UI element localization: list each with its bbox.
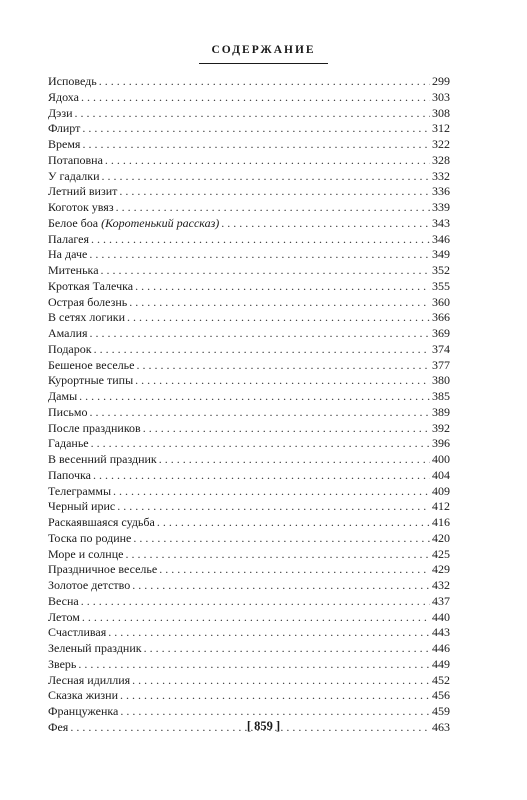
- toc-entry-title-text: В весенний праздник: [48, 452, 157, 466]
- toc-entry-title-text: Палагея: [48, 231, 90, 246]
- toc-entry: [48, 137, 450, 153]
- table-of-contents: [48, 74, 450, 736]
- toc-entry-title: [48, 279, 135, 295]
- toc-entry-title: [48, 436, 91, 452]
- toc-entry-title: [48, 184, 119, 200]
- toc-entry-page: 322: [432, 137, 450, 151]
- toc-dot-leader: [91, 436, 430, 452]
- toc-entry-title-text: Исповедь: [48, 74, 97, 88]
- toc-entry: [48, 704, 450, 720]
- toc-entry-page: 389: [432, 404, 450, 419]
- toc-entry-title: [48, 389, 79, 405]
- toc-dot-leader: [102, 169, 430, 185]
- toc-entry: [48, 531, 450, 547]
- toc-entry-title: [48, 74, 99, 90]
- toc-entry-page: 349: [432, 247, 450, 262]
- toc-entry-title: [48, 641, 144, 657]
- toc-entry-title-text: Счастливая: [48, 625, 107, 640]
- toc-entry-title: [48, 90, 81, 106]
- toc-entry: [48, 263, 450, 279]
- toc-entry-page: 440: [432, 609, 450, 624]
- toc-entry-page: 429: [432, 562, 450, 577]
- toc-dot-leader: [82, 610, 430, 626]
- toc-entry-title-text: Кроткая Талечка: [48, 278, 134, 293]
- toc-entry: [48, 436, 450, 452]
- toc-dot-leader: [82, 137, 430, 153]
- toc-dot-leader: [117, 499, 430, 515]
- toc-dot-leader: [129, 295, 430, 311]
- toc-entry: [48, 326, 450, 342]
- toc-dot-leader: [135, 279, 430, 295]
- toc-entry-title-text: Тоска по родине: [48, 530, 132, 545]
- toc-entry-title-text: Амалия: [48, 326, 88, 340]
- toc-dot-leader: [105, 153, 430, 169]
- toc-entry-title: [48, 121, 82, 137]
- toc-entry-page: 409: [432, 483, 450, 498]
- toc-entry-title-text: Сказка жизни: [48, 688, 118, 703]
- toc-entry-page: 336: [432, 184, 450, 199]
- toc-entry-page: 343: [432, 215, 450, 230]
- toc-entry-page: 385: [432, 389, 450, 403]
- toc-dot-leader: [143, 421, 430, 437]
- toc-entry-title: [48, 625, 108, 641]
- toc-entry-title-text: Потаповна: [48, 152, 103, 167]
- toc-entry-page: 339: [432, 200, 450, 214]
- toc-entry-title: [48, 704, 120, 720]
- toc-dot-leader: [125, 547, 430, 563]
- toc-entry-title-text: Время: [48, 137, 81, 151]
- toc-entry-title: [48, 106, 75, 122]
- toc-entry-title-text: Курортные типы: [48, 373, 134, 388]
- toc-entry-page: 446: [432, 641, 450, 655]
- toc-entry-title-text: Золотое детство: [48, 578, 131, 592]
- toc-entry-page: 380: [432, 373, 450, 388]
- toc-entry-page: 437: [432, 593, 450, 608]
- toc-entry-page: 299: [432, 74, 450, 88]
- toc-dot-leader: [93, 468, 430, 484]
- toc-entry-title: [48, 562, 159, 578]
- toc-entry-title: [48, 137, 82, 153]
- toc-entry: [48, 153, 450, 169]
- toc-entry-page: 392: [432, 420, 450, 435]
- toc-entry-page: 369: [432, 326, 450, 340]
- toc-entry-title-text: Гаданье: [48, 436, 89, 451]
- toc-dot-leader: [221, 216, 430, 232]
- toc-entry-page: 449: [432, 656, 450, 671]
- toc-entry: [48, 295, 450, 311]
- toc-entry-title-text: Раскаявшаяся судьба: [48, 515, 155, 529]
- toc-entry-title: [48, 688, 120, 704]
- toc-entry-title: [48, 247, 89, 263]
- toc-entry: [48, 342, 450, 358]
- toc-entry-page: 355: [432, 278, 450, 293]
- toc-dot-leader: [127, 310, 430, 326]
- toc-entry-title-text: Весна: [48, 593, 79, 608]
- toc-entry: [48, 594, 450, 610]
- toc-entry: [48, 232, 450, 248]
- toc-entry-title: [48, 373, 135, 389]
- toc-entry: [48, 279, 450, 295]
- toc-entry-title: [48, 232, 91, 248]
- toc-dot-leader: [159, 562, 430, 578]
- toc-dot-leader: [89, 247, 430, 263]
- toc-entry-page: 452: [432, 672, 450, 687]
- toc-entry-title-text: Лесная идиллия: [48, 672, 131, 687]
- toc-entry: [48, 405, 450, 421]
- toc-dot-leader: [157, 515, 430, 531]
- toc-entry-page: 366: [432, 310, 450, 325]
- toc-dot-leader: [101, 263, 430, 279]
- toc-entry-title: [48, 673, 132, 689]
- title-underline: [199, 63, 328, 64]
- toc-entry-title: [48, 169, 102, 185]
- toc-entry-title-text: У гадалки: [48, 168, 100, 183]
- toc-dot-leader: [81, 90, 430, 106]
- toc-entry-title-text: Летний визит: [48, 184, 118, 199]
- toc-dot-leader: [116, 200, 430, 216]
- toc-entry-page: 396: [432, 436, 450, 451]
- toc-dot-leader: [136, 358, 430, 374]
- toc-entry-title: [48, 578, 132, 594]
- toc-dot-leader: [81, 594, 430, 610]
- toc-entry-title-text: Зверь: [48, 656, 77, 671]
- toc-entry-title-text: Подарок: [48, 341, 92, 356]
- toc-entry-page: 346: [432, 231, 450, 246]
- toc-dot-leader: [91, 232, 430, 248]
- toc-entry-title: [48, 263, 101, 279]
- toc-dot-leader: [75, 106, 431, 122]
- toc-entry-page: 328: [432, 152, 450, 167]
- toc-entry: [48, 200, 450, 216]
- toc-entry: [48, 657, 450, 673]
- toc-entry-title-text: Митенька: [48, 263, 99, 277]
- toc-entry: [48, 484, 450, 500]
- page-title: СОДЕРЖАНИЕ: [211, 44, 316, 56]
- toc-dot-leader: [133, 531, 430, 547]
- toc-entry-title: [48, 200, 116, 216]
- toc-entry-page: 352: [432, 263, 450, 277]
- toc-entry: [48, 673, 450, 689]
- toc-entry-title-text: Море и солнце: [48, 546, 124, 561]
- toc-entry-title-text: Телеграммы: [48, 483, 112, 498]
- toc-entry-page: 400: [432, 452, 450, 466]
- toc-entry: [48, 121, 450, 137]
- toc-entry-title-text: Ядоха: [48, 89, 79, 104]
- toc-entry-page: 420: [432, 530, 450, 545]
- toc-entry-title-text: Зеленый праздник: [48, 641, 142, 655]
- toc-entry-title-text: Летом: [48, 609, 80, 624]
- toc-entry: [48, 421, 450, 437]
- toc-entry-title: [48, 657, 78, 673]
- toc-entry: [48, 358, 450, 374]
- toc-entry-title-text: Француженка: [48, 704, 119, 718]
- toc-dot-leader: [108, 625, 430, 641]
- toc-entry-title: [48, 594, 81, 610]
- toc-dot-leader: [120, 688, 430, 704]
- toc-entry-title: [48, 421, 143, 437]
- toc-entry: [48, 184, 450, 200]
- toc-entry-title-text: Черный ирис: [48, 499, 116, 514]
- toc-entry-title-text: Фея: [48, 719, 69, 734]
- toc-entry-page: 404: [432, 467, 450, 482]
- toc-entry-title: [48, 547, 125, 563]
- toc-entry-page: 463: [432, 719, 450, 734]
- toc-entry-title-text: В сетях логики: [48, 310, 125, 325]
- toc-entry: [48, 216, 450, 232]
- toc-entry-title-text: Бешеное веселье: [48, 357, 135, 372]
- toc-dot-leader: [159, 452, 430, 468]
- toc-entry: [48, 641, 450, 657]
- toc-entry-title-text: Письмо: [48, 404, 88, 419]
- toc-dot-leader: [132, 578, 430, 594]
- toc-dot-leader: [113, 484, 430, 500]
- toc-dot-leader: [79, 389, 430, 405]
- toc-dot-leader: [132, 673, 430, 689]
- toc-entry: [48, 169, 450, 185]
- toc-dot-leader: [89, 405, 430, 421]
- toc-entry: [48, 578, 450, 594]
- toc-entry-page: 416: [432, 515, 450, 529]
- toc-entry-page: 374: [432, 341, 450, 356]
- toc-entry: [48, 625, 450, 641]
- toc-entry-page: 459: [432, 704, 450, 718]
- toc-entry-title-text: Белое боа: [48, 215, 99, 230]
- toc-entry-title-text: Острая болезнь: [48, 294, 128, 309]
- toc-entry: [48, 547, 450, 563]
- toc-entry: [48, 247, 450, 263]
- toc-entry: [48, 310, 450, 326]
- toc-entry-title-text: На даче: [48, 247, 88, 262]
- toc-entry-title: [48, 452, 159, 468]
- toc-dot-leader: [135, 373, 430, 389]
- toc-dot-leader: [120, 704, 430, 720]
- toc-entry-title: [48, 216, 221, 232]
- toc-dot-leader: [119, 184, 430, 200]
- toc-entry: [48, 452, 450, 468]
- toc-entry-title: [48, 531, 133, 547]
- toc-entry-subtitle: (Коротенький рассказ): [101, 215, 220, 230]
- toc-entry-title: [48, 468, 93, 484]
- toc-entry: [48, 106, 450, 122]
- toc-entry: [48, 468, 450, 484]
- toc-entry-title-text: Папочка: [48, 467, 91, 482]
- page-number: [ 859 ]: [246, 719, 281, 733]
- toc-entry: [48, 389, 450, 405]
- toc-entry-title: [48, 610, 82, 626]
- toc-dot-leader: [144, 641, 430, 657]
- toc-entry-title-text: Дамы: [48, 389, 78, 403]
- toc-entry-title: [48, 326, 90, 342]
- toc-entry-page: 412: [432, 499, 450, 514]
- toc-entry-page: 308: [432, 105, 450, 120]
- toc-entry-title: [48, 499, 117, 515]
- toc-entry: [48, 74, 450, 90]
- toc-entry: [48, 373, 450, 389]
- toc-entry: [48, 499, 450, 515]
- toc-entry-title: [48, 342, 94, 358]
- toc-entry-title-text: Коготок увяз: [48, 200, 114, 214]
- toc-entry-page: 443: [432, 625, 450, 640]
- toc-entry-page: 360: [432, 294, 450, 309]
- toc-entry: [48, 515, 450, 531]
- toc-dot-leader: [90, 326, 430, 342]
- toc-entry-page: 377: [432, 357, 450, 372]
- toc-entry-title-text: Дэзи: [48, 105, 73, 120]
- toc-entry-title: [48, 484, 113, 500]
- toc-dot-leader: [82, 121, 430, 137]
- toc-entry-page: 456: [432, 688, 450, 703]
- toc-entry: [48, 562, 450, 578]
- toc-entry-title: [48, 405, 89, 421]
- toc-dot-leader: [78, 657, 430, 673]
- toc-entry: [48, 610, 450, 626]
- toc-entry-title-text: Флирт: [48, 121, 81, 136]
- toc-entry-page: 432: [432, 578, 450, 592]
- toc-entry-title: [48, 310, 127, 326]
- toc-entry-page: 312: [432, 121, 450, 136]
- toc-dot-leader: [94, 342, 430, 358]
- toc-entry-page: 425: [432, 546, 450, 561]
- toc-entry-page: 303: [432, 89, 450, 104]
- toc-entry-page: 332: [432, 168, 450, 183]
- toc-entry-title: [48, 153, 105, 169]
- toc-entry-title: [48, 515, 157, 531]
- toc-entry-title-text: Праздничное веселье: [48, 562, 158, 577]
- toc-entry-title-text: После праздников: [48, 420, 141, 435]
- toc-entry-title: [48, 295, 129, 311]
- toc-entry-title: [48, 358, 136, 374]
- toc-entry: [48, 90, 450, 106]
- toc-entry: [48, 688, 450, 704]
- toc-dot-leader: [99, 74, 430, 90]
